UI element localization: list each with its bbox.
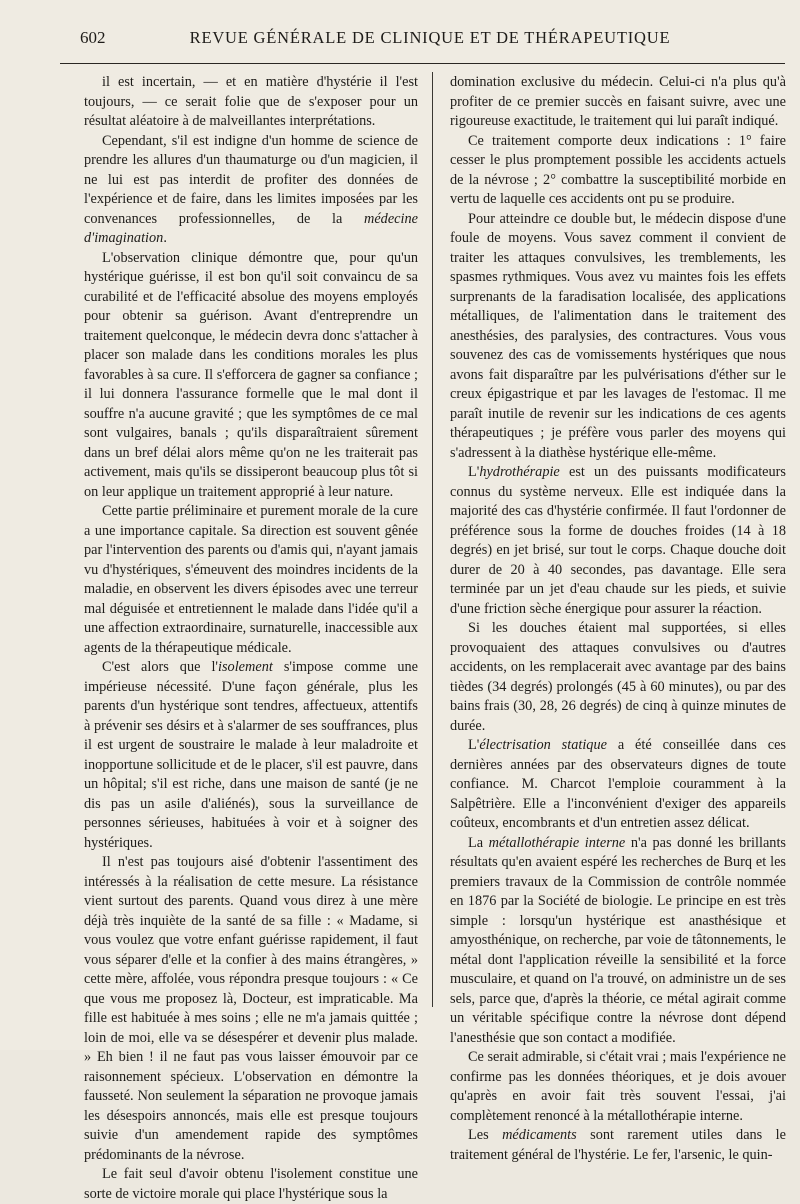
text-run: sont rarement utiles dans le traitement général de l'hystérie. Le fer, l'arsenic, le quin- bbox=[450, 1127, 786, 1163]
paragraph bbox=[450, 132, 786, 210]
journal-title: REVUE GÉNÉRALE DE CLINIQUE ET DE THÉRAPEUTIQUE bbox=[189, 28, 671, 47]
paragraph bbox=[84, 73, 418, 132]
text-run: Si les douches étaient mal supportées, si elles provoquaient des attaques convulsives ou d'autres accidents, on les remplacerait avec avantage par des bains tièdes (34 degrés) prolongés (45 à 60 minutes), ou par des bains frais (30, 28, 26 degrés) de cinq à quinze minutes de durée. bbox=[450, 620, 786, 734]
text-run: Cette partie préliminaire et purement morale de la cure a une importance capitale. Sa direction est souvent gênée par l'intervention des parents ou d'amis qui, n'ayant jamais vu d'hystériques, s'émeuvent des moindres incidents de la maladie, en observent les divers épisodes avec une terreur mal déguisée et entretiennent le malade dans l'idée qu'il a une affection extraordinaire, surnaturelle, inaccessible aux agents de la thérapeutique médicale. bbox=[84, 503, 418, 656]
text-run: est un des puissants modificateurs connus du système nerveux. Elle est indiquée dans la majorité des cas d'hystérie confirmée. Il faut l'ordonner de préférence sous la forme de douches froides (14 à 18 degrés) en jet brisé, sur tout le corps. Chaque douche doit durer de 20 à 40 secondes, pas davantage. Elle sera terminée par un jet d'eau chaude sur les pieds, et suivie d'une friction sèche énergique pour assurer la réaction. bbox=[450, 464, 786, 617]
paragraph bbox=[450, 463, 786, 619]
text-run: Cependant, s'il est indigne d'un homme de science de prendre les allures d'un thaumaturge ou d'un magicien, il ne lui est pas interdit de profiter des données de l'expérience et de faire, dans les limites imposées par les convenances professionnelles, de la bbox=[84, 132, 418, 227]
italic-term: métallothérapie interne bbox=[488, 834, 626, 851]
paragraph bbox=[450, 210, 786, 464]
left-column bbox=[84, 73, 418, 1204]
paragraph bbox=[450, 73, 786, 132]
text-run: L' bbox=[468, 737, 480, 753]
text-run: il est incertain, — et en matière d'hystérie il l'est toujours, — ce serait folie que de s'exposer pour un résultat aléatoire à de malveillantes interprétations. bbox=[84, 74, 418, 129]
italic-term: médicaments bbox=[502, 1127, 577, 1143]
text-run: s'impose comme une impérieuse nécessité. D'une façon générale, plus les parents d'un hystérique sont tendres, affectueux, attentifs à prévenir ses désirs et à s'alarmer de ses souffrances, plus il est urgent de soustraire le malade à leur maladroite et inopportune sollicitude et de le placer, s'il est pauvre, dans un hôpital; s'il est riche, dans une maison de santé (je ne dis pas un asile d'aliénés), sous la surveillance de personnes sérieuses, habituées à voir et à soigner des hystériques. bbox=[84, 659, 419, 851]
text-run: Ce serait admirable, si c'était vrai ; mais l'expérience ne confirme pas les données théoriques, et je dois avouer qu'après en avoir fait très souvent l'essai, j'ai complètement renoncé à la métallothérapie interne. bbox=[450, 1049, 786, 1124]
paragraph bbox=[84, 249, 418, 503]
paragraph bbox=[84, 1165, 418, 1204]
text-run: . bbox=[163, 230, 167, 246]
text-run: La bbox=[468, 834, 489, 851]
page-number: 602 bbox=[80, 28, 106, 47]
text-run: Il n'est pas toujours aisé d'obtenir l'assentiment des intéressés à la réalisation de cette mesure. La résistance vient surtout des parents. Quand vous direz à une mère déjà très inquiète de la santé de sa fille : « Madame, si vous voulez que votre enfant guérisse rapidement, il faut vous séparer d'elle et la confier à des mains étrangères, » cette mère, affolée, vous répondra presque toujours : « Ce que vous me proposez là, Docteur, est impraticable. Ma fille est habituée à mes soins ; elle ne m'a jamais quittée ; loin de moi, elle va se désespérer et devenir plus malade. » Eh bien ! il ne faut pas vous laisser émouvoir par ce raisonnement spécieux. L'observation en démontre la fausseté. Non seulement la séparation ne provoque jamais les désespoirs annoncés, mais elle est presque toujours suivie d'un amendement rapide des symptômes prédominants de la névrose. bbox=[84, 854, 418, 1163]
paragraph bbox=[450, 736, 786, 834]
text-run: Les bbox=[468, 1127, 503, 1143]
text-run: Le fait seul d'avoir obtenu l'isolement constitue une sorte de victoire morale qui place l'hystérique sous la bbox=[84, 1166, 418, 1202]
text-run: domination exclusive du médecin. Celui-ci n'a plus qu'à profiter de ce premier succès en faisant suivre, avec une rigoureuse exactitude, le traitement qui lui paraît indiqué. bbox=[450, 74, 786, 129]
text-run: Pour atteindre ce double but, le médecin dispose d'une foule de moyens. Vous savez comment il convient de traiter les attaques convulsives, les tremblements, les spasmes rythmiques. Vous avez vu maintes fois les effets surprenants de la faradisation localisée, des applications métalliques, de l'alimentation dans le traitement des anesthésies, des paralysies, des contractures. Vous vous souvenez des cas de vomissements hystériques que nous avons fait disparaître par les pulvérisations d'éther sur le creux épigastrique et par les lavages de l'estomac. Il me paraît inutile de revenir sur les indications de ces agents thérapeutiques ; je préfère vous parler des moyens qui s'adressent à la diathèse hystérique elle-même. bbox=[450, 210, 786, 461]
text-run: L'observation clinique démontre que, pour qu'un hystérique guérisse, il est bon qu'il soit convaincu de sa curabilité et de l'efficacité absolue des moyens employés pour obtenir sa guérison. Avant d'entreprendre un traitement quelconque, le médecin devra donc s'attacher à placer son malade dans les conditions morales les plus favorables à sa cure. Il s'efforcera de gagner sa confiance ; il lui donnera l'assurance formelle que le mal dont il souffre n'a aucune gravité ; que les symptômes de ce mal sont vulgaires, banals ; qu'ils disparaîtraient sûrement dans un bref délai alors même qu'on ne les traiterait pas activement, mais qu'ils se dissiperont beaucoup plus tôt si on leur applique un traitement approprié à leur nature. bbox=[84, 249, 418, 500]
italic-term: isolement bbox=[218, 659, 273, 675]
text-run: L' bbox=[468, 464, 480, 480]
text-run: C'est alors que l' bbox=[102, 659, 219, 675]
paragraph bbox=[84, 502, 418, 658]
header-rule bbox=[60, 63, 785, 64]
paragraph bbox=[450, 1048, 786, 1126]
italic-term: hydrothérapie bbox=[479, 464, 560, 480]
paragraph bbox=[84, 658, 418, 853]
right-column bbox=[450, 73, 786, 1165]
paragraph bbox=[450, 1126, 786, 1165]
running-head bbox=[60, 28, 740, 52]
text-run: n'a pas donné les brillants résultats qu'en avaient espéré les recherches de Burq et les premiers travaux de la Commission de contrôle nommée en 1876 par la Société de biologie. Le principe en est très simple : lorsqu'un hystérique est anasthésique et amyosthénique, on recherche, par voie de tâtonnements, le métal dont l'application réveille la sensibilité et la force musculaire, et quand on l'a trouvé, on administre un de ses sels, parce que, d'après la théorie, ce métal agirait comme un véritable spécifique contre la névrose dont dépend l'anesthésie que son contact a modifiée. bbox=[450, 834, 786, 1046]
paragraph bbox=[84, 853, 418, 1165]
paragraph bbox=[84, 132, 418, 249]
column-divider bbox=[432, 72, 433, 1007]
paragraph bbox=[450, 834, 786, 1049]
text-run: a été conseillée dans ces dernières années par des observateurs dignes de toute confiance. M. Charcot l'emploie couramment à la Salpêtrière. Elle a l'inconvénient d'exiger des appareils coûteux, encombrants et d'un entretien assez délicat. bbox=[450, 737, 786, 831]
text-run: Ce traitement comporte deux indications : 1° faire cesser le plus promptement possible les accidents actuels de la névrose ; 2° combattre la susceptibilité morbide en vertu de laquelle ces accidents ont pu se produire. bbox=[450, 132, 786, 207]
paragraph bbox=[450, 619, 786, 736]
italic-term: médecine d'imagination bbox=[84, 210, 418, 246]
italic-term: électrisation statique bbox=[479, 737, 607, 753]
